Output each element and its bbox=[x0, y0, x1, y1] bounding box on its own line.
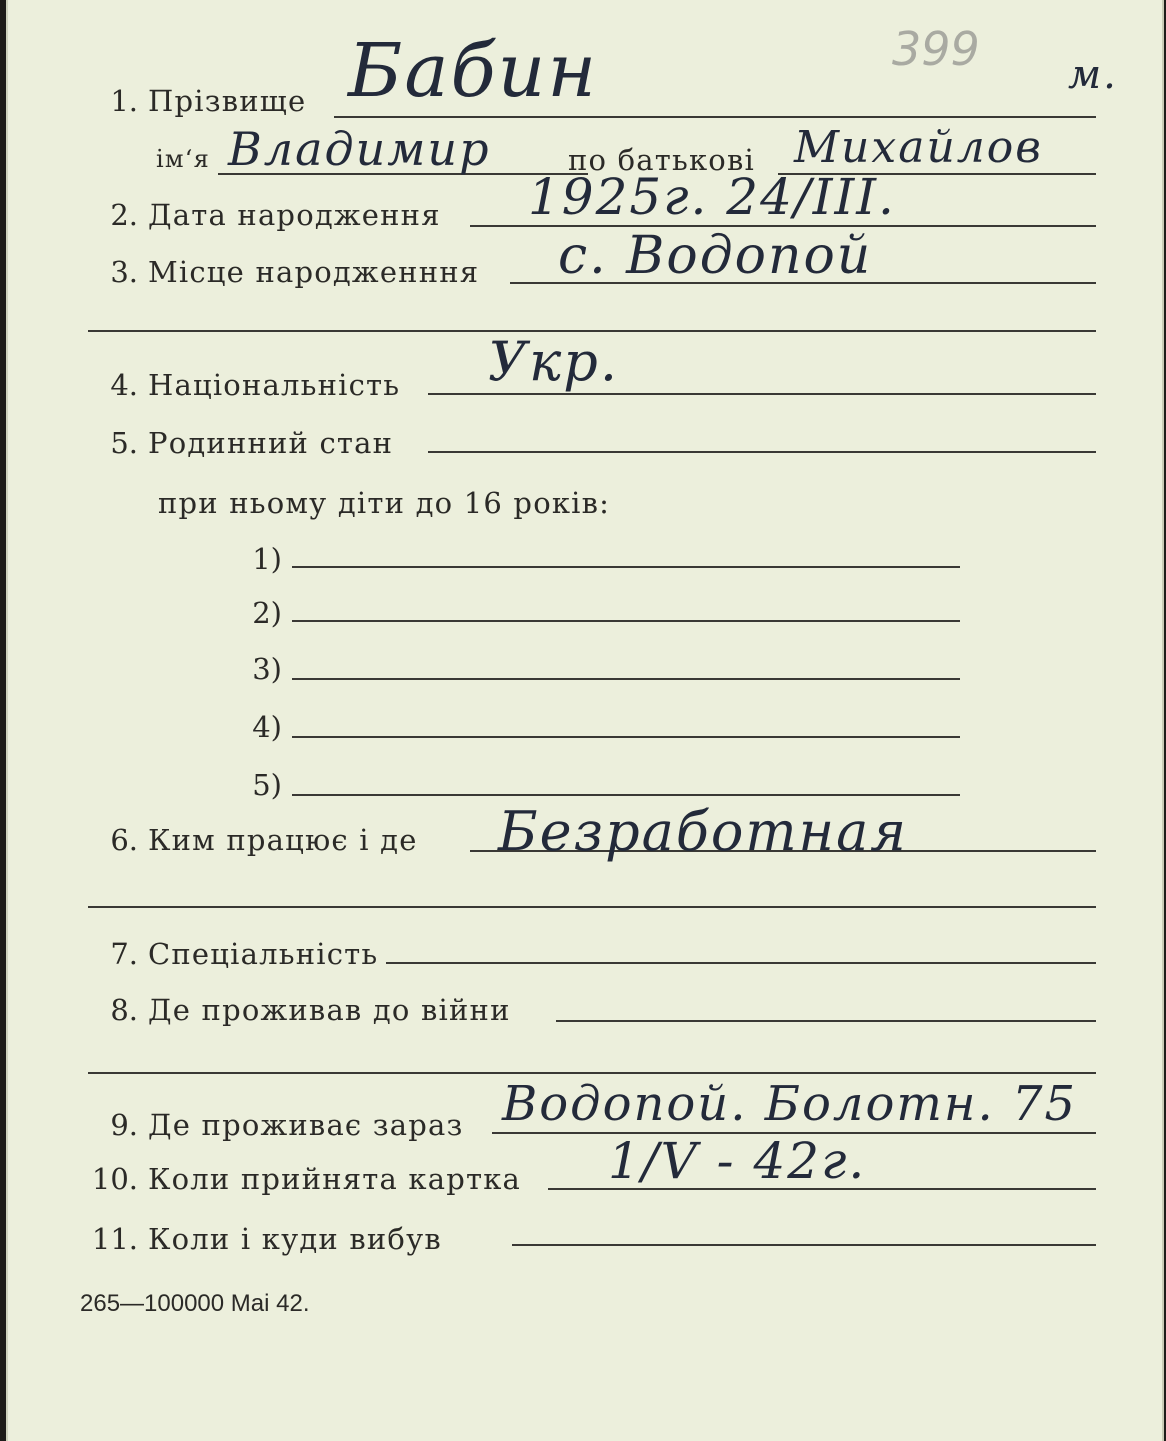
patronymic-value: Михайлов bbox=[794, 122, 1043, 173]
child-3-line bbox=[292, 678, 960, 680]
field-9-number: 9. bbox=[110, 1108, 138, 1142]
birth-date-label: Дата народження bbox=[148, 198, 441, 232]
current-residence-value: Водопой. Болотн. 75 bbox=[502, 1076, 1078, 1132]
specialty-line bbox=[386, 962, 1096, 964]
child-5-line bbox=[292, 794, 960, 796]
child-1-number: 1) bbox=[252, 542, 282, 576]
child-3-number: 3) bbox=[252, 652, 282, 686]
field-10-number: 10. bbox=[91, 1162, 138, 1196]
occupation-line-2 bbox=[88, 906, 1096, 908]
field-11-number: 11. bbox=[91, 1222, 138, 1256]
surname-label: Прізвище bbox=[148, 84, 307, 118]
child-4-number: 4) bbox=[252, 710, 282, 744]
card-accepted-label: Коли прийнята картка bbox=[148, 1162, 522, 1196]
marital-status-label: Родинний стан bbox=[148, 426, 394, 460]
print-info: 265—100000 Mai 42. bbox=[80, 1290, 310, 1317]
birth-place-label: Місце народженння bbox=[148, 255, 480, 289]
specialty-label: Спеціальність bbox=[148, 937, 379, 971]
occupation-value: Безработная bbox=[498, 800, 909, 863]
first-name-label: ім‘я bbox=[156, 145, 210, 173]
departure-line bbox=[512, 1244, 1096, 1246]
field-7-number: 7. bbox=[110, 937, 138, 971]
prewar-residence-line-2 bbox=[88, 1072, 1096, 1074]
child-5-number: 5) bbox=[252, 768, 282, 802]
sex-mark: м. bbox=[1068, 52, 1118, 98]
field-6-number: 6. bbox=[110, 823, 138, 857]
occupation-label: Ким працює і де bbox=[148, 823, 418, 857]
birth-date-value: 1925г. 24/III. bbox=[528, 168, 896, 226]
departure-label: Коли і куди вибув bbox=[148, 1222, 442, 1256]
field-5-number: 5. bbox=[110, 426, 138, 460]
child-2-line bbox=[292, 620, 960, 622]
field-1-number: 1. bbox=[110, 84, 138, 118]
prewar-residence-label: Де проживав до війни bbox=[148, 993, 511, 1027]
field-3-number: 3. bbox=[110, 255, 138, 289]
child-1-line bbox=[292, 566, 960, 568]
surname-value: Бабин bbox=[348, 28, 599, 114]
nationality-label: Національність bbox=[148, 368, 401, 402]
marital-status-line bbox=[428, 451, 1096, 453]
child-4-line bbox=[292, 736, 960, 738]
registration-card bbox=[6, 0, 1164, 1441]
nationality-line bbox=[428, 393, 1096, 395]
nationality-value: Укр. bbox=[488, 330, 620, 393]
field-2-number: 2. bbox=[110, 198, 138, 232]
patronymic-label: по батькові bbox=[568, 143, 755, 177]
first-name-value: Владимир bbox=[228, 122, 491, 176]
field-4-number: 4. bbox=[110, 368, 138, 402]
archive-number: 399 bbox=[892, 22, 980, 76]
prewar-residence-line bbox=[556, 1020, 1096, 1022]
field-8-number: 8. bbox=[110, 993, 138, 1027]
surname-line bbox=[334, 116, 1096, 118]
birth-place-value: с. Водопой bbox=[558, 226, 873, 286]
children-label: при ньому діти до 16 років: bbox=[158, 486, 611, 520]
current-residence-label: Де проживає зараз bbox=[148, 1108, 464, 1142]
child-2-number: 2) bbox=[252, 596, 282, 630]
card-accepted-value: 1/V - 42г. bbox=[608, 1132, 867, 1190]
